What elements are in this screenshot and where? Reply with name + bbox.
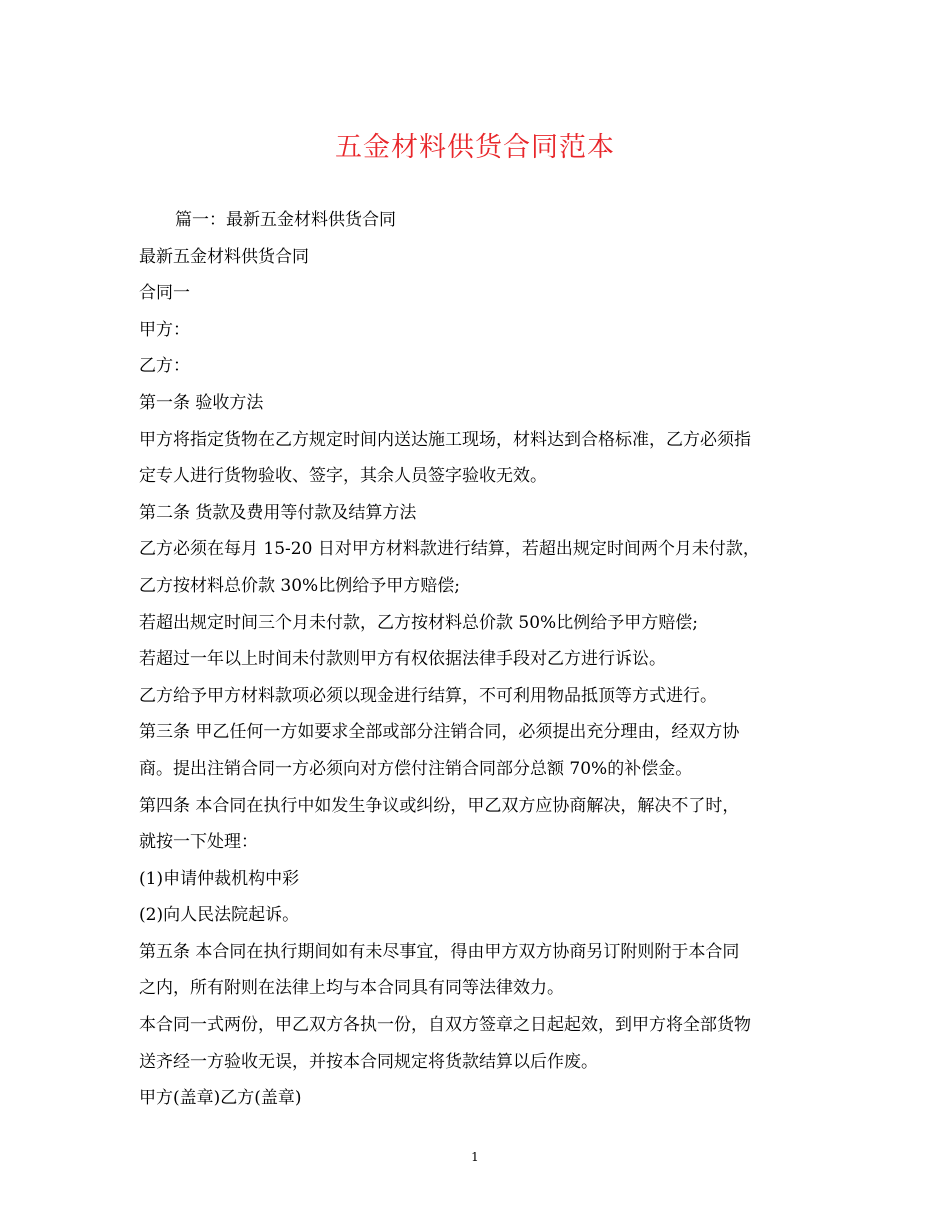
document-body [139,202,819,1117]
article-heading: 第二条 货款及费用等付款及结算方法 [139,502,417,523]
page-number: 1 [471,1150,479,1164]
party-a-line: 甲方： [139,319,190,340]
text-line: 乙方给予甲方材料款项必须以现金进行结算，不可利用物品抵顶等方式进行。 [139,685,717,706]
list-item: (1)申请仲裁机构中彩 [139,868,300,889]
text-line: 甲方将指定货物在乙方规定时间内送达施工现场，材料达到合格标准，乙方必须指 [139,429,751,450]
text-line: 第五条 本合同在执行期间如有未尽事宜，得由甲方双方协商另订附则附于本合同 [139,941,740,962]
text-line: 商。提出注销合同一方必须向对方偿付注销合同部分总额 70%的补偿金。 [139,758,693,779]
text-line: 定专人进行货物验收、签字，其余人员签字验收无效。 [139,466,547,487]
text-line: 最新五金材料供货合同 [139,246,309,267]
text-line: 若超出规定时间三个月未付款，乙方按材料总价款 50%比例给予甲方赔偿; [139,612,698,633]
text-line: 之内，所有附则在法律上均与本合同具有同等法律效力。 [139,978,564,999]
section-heading: 篇一：最新五金材料供货合同 [175,210,396,230]
text-line: 若超过一年以上时间未付款则甲方有权依据法律手段对乙方进行诉讼。 [139,649,666,670]
signature-line: 甲方(盖章)乙方(盖章) [139,1088,302,1109]
text-line: 就按一下处理： [139,832,258,853]
party-b-line: 乙方： [139,356,190,377]
text-line: 乙方按材料总价款 30%比例给予甲方赔偿; [139,575,460,596]
document-title: 五金材料供货合同范本 [335,132,615,163]
text-line: 本合同一式两份，甲乙双方各执一份，自双方签章之日起起效，到甲方将全部货物 [139,1015,751,1036]
list-item: (2)向人民法院起诉。 [139,905,300,926]
text-line: 第四条 本合同在执行中如发生争议或纠纷，甲乙双方应协商解决，解决不了时， [139,795,740,816]
text-line: 合同一 [139,283,190,304]
article-heading: 第一条 验收方法 [139,392,264,413]
text-line: 第三条 甲乙任何一方如要求全部或部分注销合同，必须提出充分理由，经双方协 [139,722,740,743]
text-line: 送齐经一方验收无误，并按本合同规定将货款结算以后作废。 [139,1051,598,1072]
text-line: 乙方必须在每月 15-20 日对甲方材料款进行结算，若超出规定时间两个月未付款， [139,539,760,560]
